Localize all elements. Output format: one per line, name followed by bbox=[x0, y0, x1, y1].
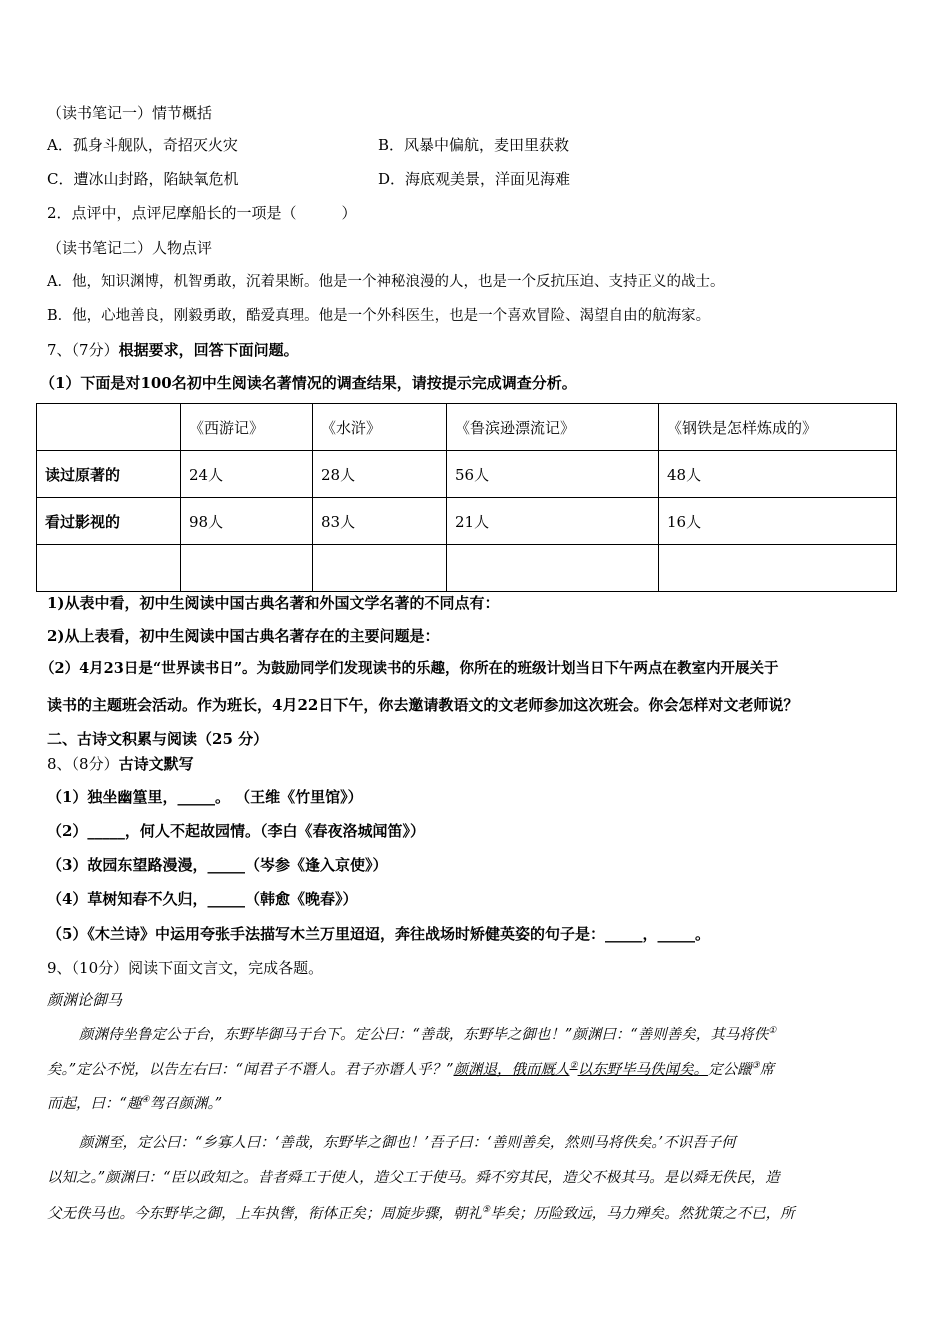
question-8-text: 古诗文默写 bbox=[118, 755, 194, 773]
passage-p2-line2: 以知之。”颜渊曰：“臣以政知之。昔者舜工于使人，造父工于使马。舜不穷其民，造父不极其马。是以舜无佚民，造 bbox=[47, 1170, 780, 1186]
question-7-text: 根据要求，回答下面问题。 bbox=[118, 341, 299, 359]
footnote-mark: ③ bbox=[751, 1061, 760, 1072]
survey-table bbox=[36, 403, 897, 592]
table-cell: 83人 bbox=[313, 498, 447, 545]
passage-p1-line1 bbox=[79, 1025, 776, 1045]
question-7-sub2: 2)从上表看，初中生阅读中国古典名著存在的主要问题是： bbox=[47, 627, 440, 645]
table-header-cell: 《鲁滨逊漂流记》 bbox=[447, 404, 659, 451]
table-cell: 24人 bbox=[181, 451, 313, 498]
table-cell bbox=[659, 545, 897, 592]
passage-p2-line3 bbox=[47, 1204, 795, 1224]
question-7-part2-line1: （2）4月23日是“世界读书日”。为鼓励同学们发现读书的乐趣，你所在的班级计划当日下午两点在教室内开展关于 bbox=[40, 660, 779, 677]
section-2-heading: 二、古诗文积累与阅读（25 分） bbox=[47, 730, 269, 748]
poem-item-1: （1）独坐幽篁里，_____。 （王维《竹里馆》） bbox=[47, 788, 363, 806]
table-header-cell: 《钢铁是怎样炼成的》 bbox=[659, 404, 897, 451]
passage-text: 驾召颜渊。” bbox=[149, 1096, 223, 1112]
passage-text: 毕矣；历险致远，马力殚矣。然犹策之不已，所 bbox=[490, 1206, 795, 1222]
question-8-number: 8、（8分） bbox=[47, 755, 119, 773]
question-9-heading: 9、（10分）阅读下面文言文，完成各题。 bbox=[47, 959, 324, 977]
passage-text: 定公躐 bbox=[708, 1062, 752, 1078]
table-cell: 28人 bbox=[313, 451, 447, 498]
poem-item-2: （2）_____，何人不起故园情。（李白《春夜洛城闻笛》） bbox=[47, 822, 425, 840]
table-cell: 21人 bbox=[447, 498, 659, 545]
question-7-part2-line2: 读书的主题班会活动。作为班长，4月22日下午，你去邀请教语文的文老师参加这次班会。你会怎样对文老师说？ bbox=[47, 696, 799, 714]
footnote-mark: ① bbox=[768, 1026, 777, 1037]
note1-option-b: B．风暴中偏航，麦田里获救 bbox=[378, 136, 570, 154]
passage-p1-line2 bbox=[47, 1060, 774, 1080]
table-header-cell: 《西游记》 bbox=[181, 404, 313, 451]
passage-text: 席 bbox=[759, 1062, 775, 1078]
passage-title: 颜渊论御马 bbox=[47, 991, 123, 1009]
passage-text: 矣。”定公不悦，以告左右曰：“闻君子不谮人。君子亦谮人乎？” bbox=[47, 1062, 454, 1078]
passage-p1-line3 bbox=[47, 1094, 222, 1114]
table-cell: 48人 bbox=[659, 451, 897, 498]
table-header-cell bbox=[37, 404, 181, 451]
footnote-mark: ④ bbox=[141, 1095, 150, 1106]
poem-item-5: （5）《木兰诗》中运用夸张手法描写木兰万里迢迢，奔往战场时矫健英姿的句子是：_____，_____。 bbox=[47, 925, 710, 943]
table-cell bbox=[181, 545, 313, 592]
underlined-sentence: 以东野毕马佚闻矣。 bbox=[577, 1062, 709, 1078]
note1-option-c: C．遭冰山封路，陷缺氧危机 bbox=[47, 170, 239, 188]
passage-p2-line1: 颜渊至，定公曰：“乡寡人曰：‘善哉，东野毕之御也！’吾子曰：‘善则善矣，然则马将佚矣。’不识吾子何 bbox=[79, 1135, 736, 1151]
footnote-mark: ⑤ bbox=[482, 1205, 491, 1216]
table-row-label: 看过影视的 bbox=[37, 498, 181, 545]
poem-item-4: （4）草树知春不久归，_____（韩愈《晚春》） bbox=[47, 890, 358, 908]
question-8-heading bbox=[47, 754, 194, 774]
table-cell: 56人 bbox=[447, 451, 659, 498]
passage-text: 父无佚马也。今东野毕之御，上车执辔，衔体正矣；周旋步骤，朝礼 bbox=[47, 1206, 482, 1222]
note1-option-d: D．海底观美景，洋面见海难 bbox=[378, 170, 571, 188]
underlined-sentence: 颜渊退，俄而厩人 bbox=[453, 1062, 570, 1078]
table-cell bbox=[37, 545, 181, 592]
table-cell bbox=[313, 545, 447, 592]
note1-option-a: A．孤身斗舰队，奇招灭火灾 bbox=[47, 136, 238, 154]
table-header-row bbox=[37, 404, 897, 451]
note2-option-a: A．他，知识渊博，机智勇敢，沉着果断。他是一个神秘浪漫的人，也是一个反抗压迫、支持正义的战士。 bbox=[47, 274, 725, 290]
question-7-number: 7、（7分） bbox=[47, 341, 119, 359]
question-7-sub1: 1)从表中看，初中生阅读中国古典名著和外国文学名著的不同点有： bbox=[47, 594, 500, 612]
question-7-part1: （1）下面是对100名初中生阅读名著情况的调查结果，请按提示完成调查分析。 bbox=[40, 374, 577, 392]
table-cell: 98人 bbox=[181, 498, 313, 545]
table-cell bbox=[447, 545, 659, 592]
table-cell: 16人 bbox=[659, 498, 897, 545]
question-7-heading bbox=[47, 340, 299, 360]
poem-item-3: （3）故园东望路漫漫，_____（岑参《逢入京使》） bbox=[47, 856, 388, 874]
table-row bbox=[37, 498, 897, 545]
table-row bbox=[37, 451, 897, 498]
table-row-label: 读过原著的 bbox=[37, 451, 181, 498]
footnote-mark: ② bbox=[569, 1061, 578, 1072]
question-2: 2．点评中，点评尼摩船长的一项是（ ） bbox=[47, 204, 357, 222]
note2-option-b: B．他，心地善良，刚毅勇敢，酷爱真理。他是一个外科医生，也是一个喜欢冒险、渴望自由的航海家。 bbox=[47, 308, 711, 324]
passage-text: 而起，曰：“趣 bbox=[47, 1096, 142, 1112]
passage-text: 颜渊侍坐鲁定公于台，东野毕御马于台下。定公曰：“善哉，东野毕之御也！”颜渊曰：“善则善矣，其马将佚 bbox=[79, 1027, 769, 1043]
note2-title: （读书笔记二）人物点评 bbox=[47, 239, 213, 257]
table-row-empty bbox=[37, 545, 897, 592]
table-header-cell: 《水浒》 bbox=[313, 404, 447, 451]
note1-title: （读书笔记一）情节概括 bbox=[47, 104, 213, 122]
